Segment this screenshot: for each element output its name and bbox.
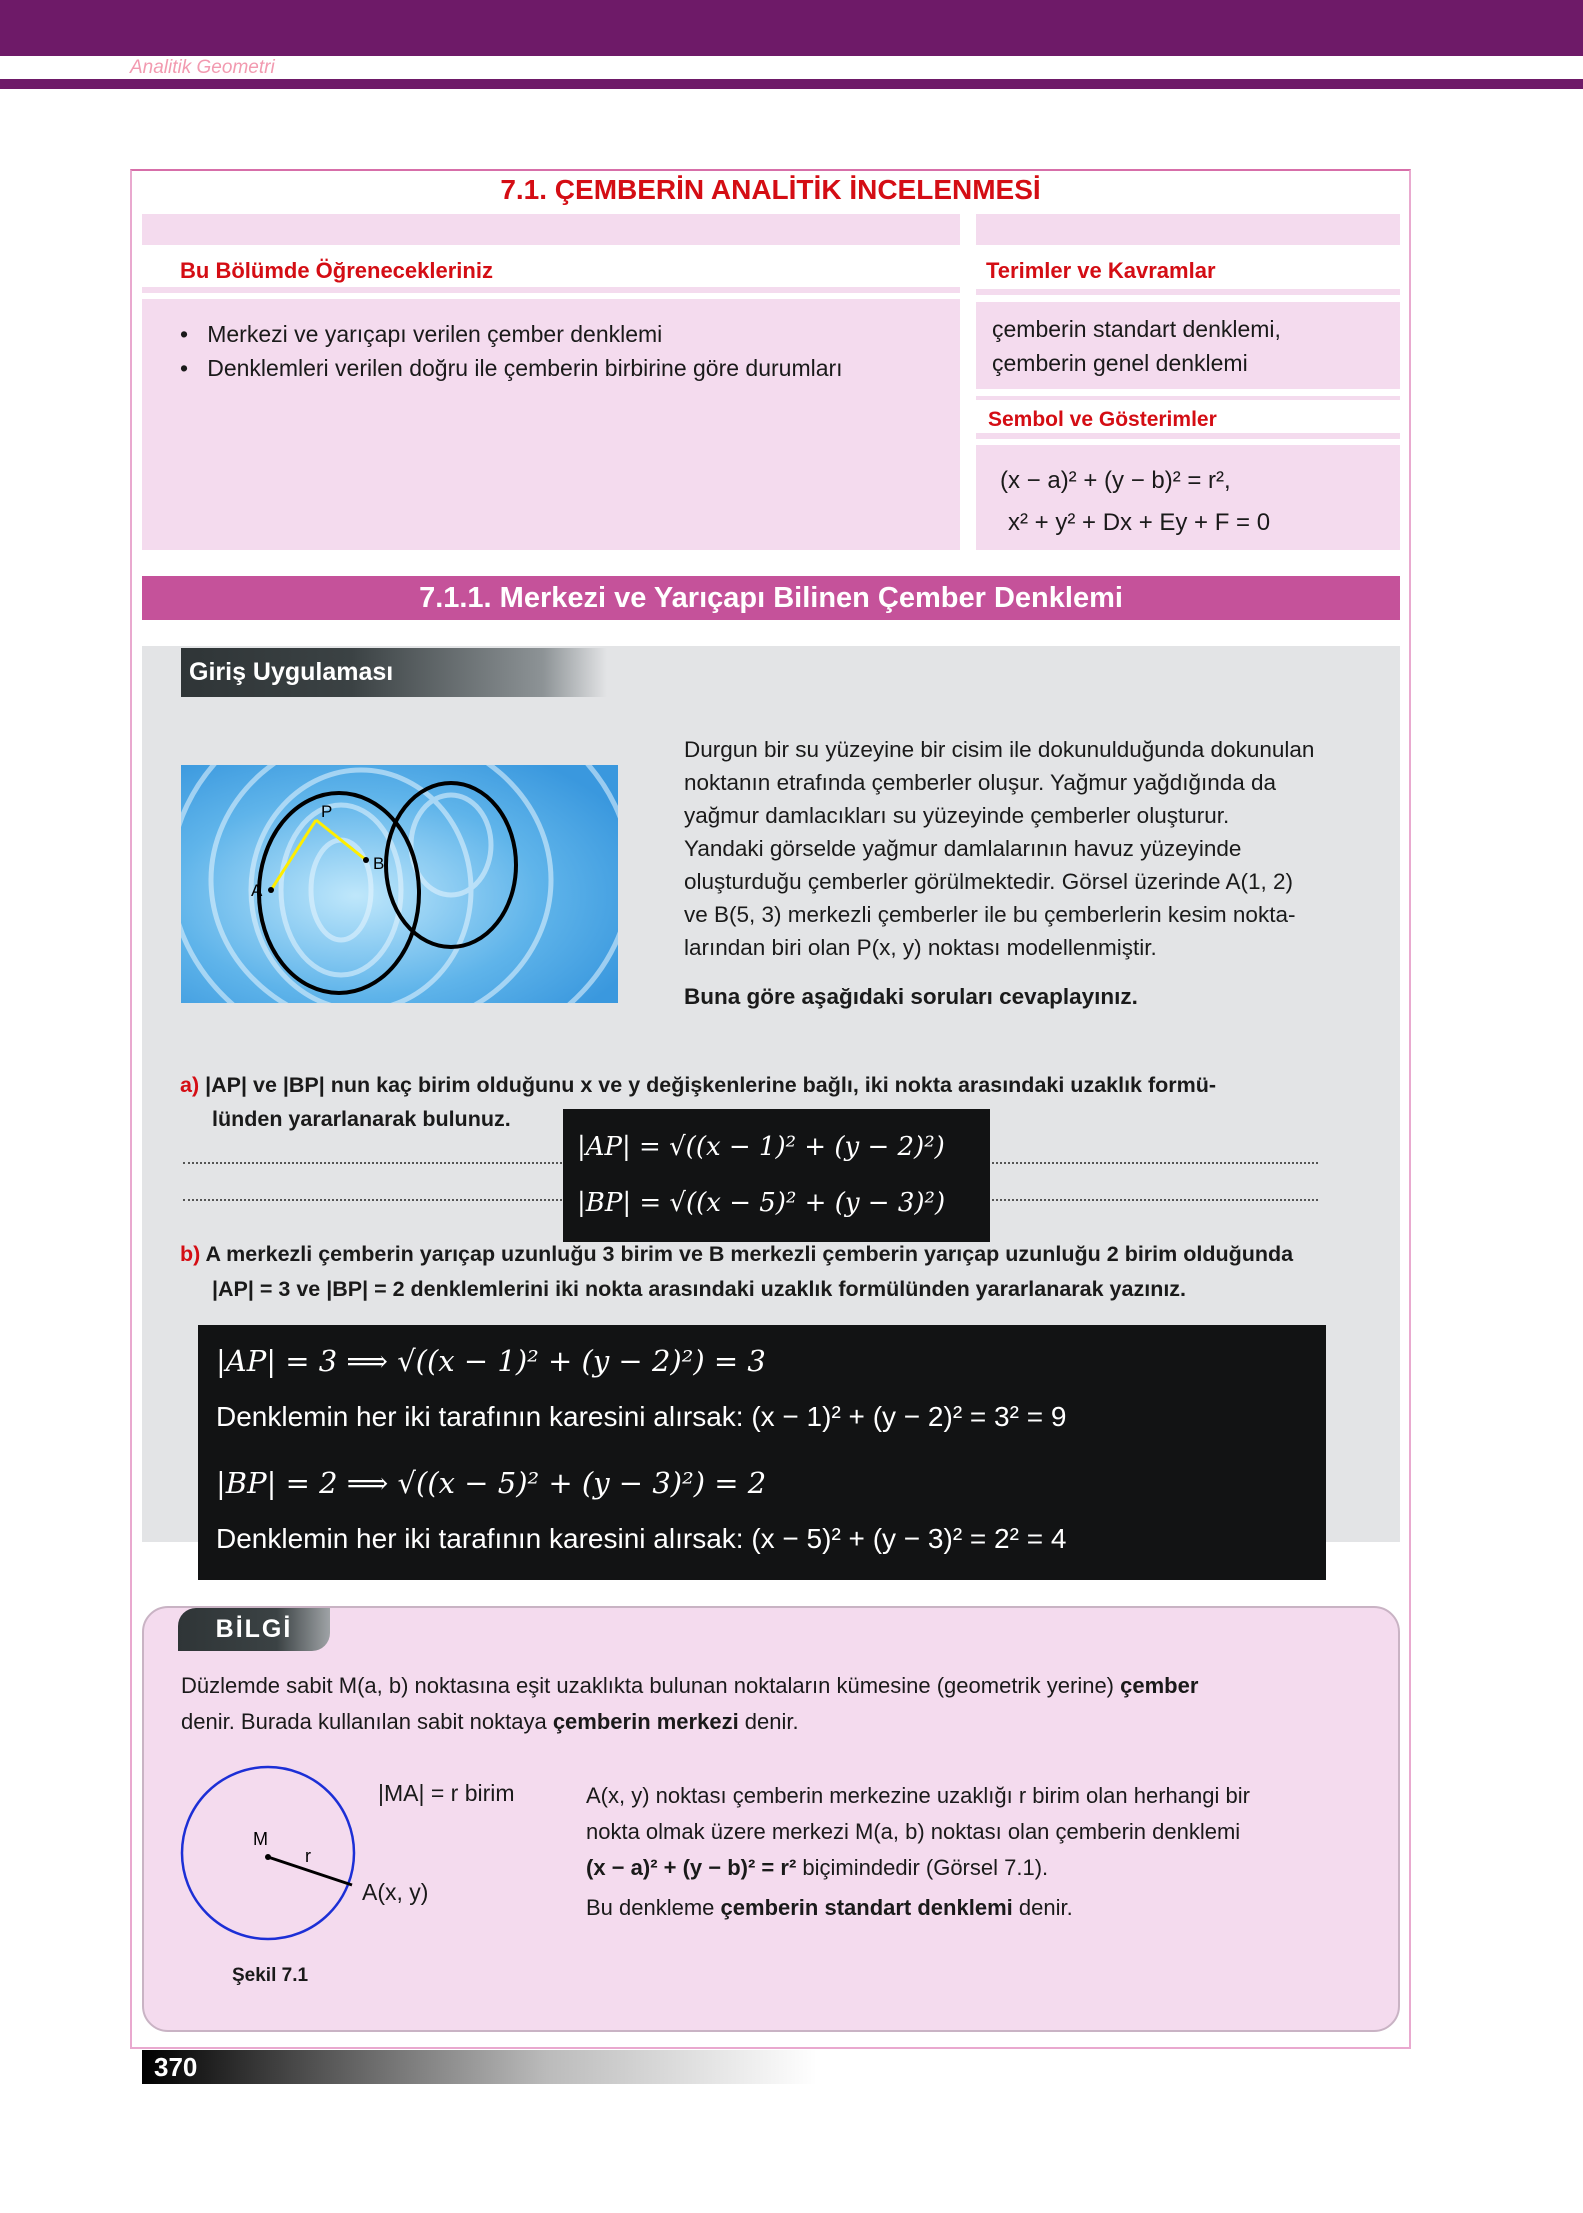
para-line: larından biri olan P(x, y) noktası modellenmiştir. (684, 935, 1157, 960)
learn-item-text: Denklemleri verilen doğru ile çemberin birbirine göre durumları (207, 355, 843, 381)
learn-item: • Denklemleri verilen doğru ile çemberin birbirine göre durumları (180, 355, 843, 381)
ap-formula: |AP| = √((x − 1)² + (y − 2)²) (577, 1132, 945, 1162)
question-text: lünden yararlanarak bulunuz. (212, 1107, 511, 1131)
info-line: denir. (1012, 1895, 1073, 1920)
question-text: |AP| ve |BP| nun kaç birim olduğunu x ve y değişkenlerine bağlı, iki nokta arasındaki uzaklık formü- (205, 1073, 1217, 1097)
learn-item-text: Merkezi ve yarıçapı verilen çember denklemi (207, 321, 663, 347)
label-p: P (321, 802, 333, 821)
info-line: biçimindedir (Görsel 7.1). (796, 1855, 1049, 1880)
answer-b-box (198, 1325, 1326, 1580)
learn-item: • Merkezi ve yarıçapı verilen çember denklemi (180, 321, 663, 347)
bp-equation: |BP| = 2 ⟹ √((x − 5)² + (y − 3)²) = 2 (216, 1466, 767, 1500)
para-line: yağmur damlacıkları su yüzeyinde çemberler oluşturur. (684, 803, 1230, 828)
def-text: Düzlemde sabit M(a, b) noktasına eşit uzaklıkta bulunan noktaların kümesine (geometrik yerine) (181, 1673, 1121, 1698)
header-rule (0, 79, 1583, 89)
figure-caption: Şekil 7.1 (232, 1965, 309, 1986)
question-text: |AP| = 3 ve |BP| = 2 denklemlerini iki nokta arasındaki uzaklık formülünden yararlanarak yazınız. (212, 1277, 1187, 1301)
strip (976, 214, 1400, 245)
intro-paragraph (684, 733, 1394, 1013)
para-line: ve B(5, 3) merkezli çemberler ile bu çemberlerin kesim nokta- (684, 902, 1296, 927)
strip (142, 214, 960, 245)
learn-panel (142, 299, 960, 550)
running-title: Analitik Geometri (130, 57, 275, 78)
symbols-panel (976, 445, 1400, 550)
section-title: 7.1. ÇEMBERİN ANALİTİK İNCELENMESİ (500, 174, 1041, 205)
subsection-banner: 7.1.1. Merkezi ve Yarıçapı Bilinen Çember Denklemi (142, 576, 1400, 620)
label-point-a: A(x, y) (362, 1879, 429, 1905)
bp-squared: Denklemin her iki tarafının karesini alırsak: (x − 5)² + (y − 3)² = 2² = 4 (216, 1523, 1067, 1554)
circle-figure (175, 1760, 375, 1950)
question-text: A merkezli çemberin yarıçap uzunluğu 3 birim ve B merkezli çemberin yarıçap uzunluğu 2 birim olduğunda (205, 1242, 1294, 1266)
general-equation: x² + y² + Dx + Ey + F = 0 (1008, 509, 1271, 536)
terms-heading: Terimler ve Kavramlar (976, 251, 1400, 295)
learn-heading: Bu Bölümde Öğrenecekleriniz (142, 251, 960, 293)
label-a: A (251, 881, 263, 900)
intro-prompt: Buna göre aşağıdaki soruları cevaplayınız. (684, 984, 1138, 1009)
water-ripple-figure (181, 765, 618, 1003)
info-tab: BİLGİ (178, 1608, 330, 1651)
label-b: B (373, 854, 385, 873)
para-line: noktanın etrafında çemberler oluşur. Yağmur yağdığında da (684, 770, 1277, 795)
intro-label: Giriş Uygulaması (181, 648, 607, 697)
ap-squared: Denklemin her iki tarafının karesini alırsak: (x − 1)² + (y − 2)² = 3² = 9 (216, 1401, 1067, 1432)
term: çemberin genel denklemi (992, 350, 1248, 376)
page-number: 370 (154, 2052, 198, 2082)
label-m: M (253, 1829, 268, 1849)
answer-a-box (563, 1109, 990, 1242)
page-footer-bar (142, 2050, 1042, 2084)
standard-equation: (x − a)² + (y − b)² = r² (586, 1855, 797, 1880)
para-line: Durgun bir su yüzeyine bir cisim ile dokunulduğunda dokunulan (684, 737, 1315, 762)
info-line: A(x, y) noktası çemberin merkezine uzaklığı r birim olan herhangi bir (586, 1783, 1250, 1808)
question-marker: b) (180, 1242, 201, 1266)
definition (181, 1668, 1391, 1740)
circle (182, 1767, 354, 1939)
question-a (180, 1073, 1400, 1098)
terms-panel (976, 302, 1400, 389)
info-line: Bu denkleme (586, 1895, 721, 1920)
ma-equals-r: |MA| = r birim (378, 1780, 515, 1806)
question-b (180, 1242, 1400, 1267)
symbols-heading: Sembol ve Gösterimler (976, 396, 1400, 439)
info-text (586, 1778, 1396, 1926)
info-line: nokta olmak üzere merkezi M(a, b) noktası olan çemberin denklemi (586, 1819, 1241, 1844)
question-marker: a) (180, 1073, 200, 1097)
term: çemberin standart denklemi, (992, 316, 1281, 342)
def-text: denir. Burada kullanılan sabit noktaya (181, 1709, 553, 1734)
def-bold: çemberin merkezi (552, 1709, 739, 1734)
ap-equation: |AP| = 3 ⟹ √((x − 1)² + (y − 2)²) = 3 (216, 1344, 766, 1378)
def-bold: çember (1120, 1673, 1199, 1698)
bp-formula: |BP| = √((x − 5)² + (y − 3)²) (577, 1188, 946, 1218)
standard-equation: (x − a)² + (y − b)² = r², (1000, 467, 1231, 494)
info-bold: çemberin standart denklemi (720, 1895, 1013, 1920)
top-band (0, 0, 1583, 56)
para-line: oluşturduğu çemberler görülmektedir. Görsel üzerinde A(1, 2) (684, 869, 1294, 894)
para-line: Yandaki görselde yağmur damlalarının havuz yüzeyinde (684, 836, 1242, 861)
def-text: denir. (738, 1709, 799, 1734)
label-r: r (305, 1846, 311, 1866)
